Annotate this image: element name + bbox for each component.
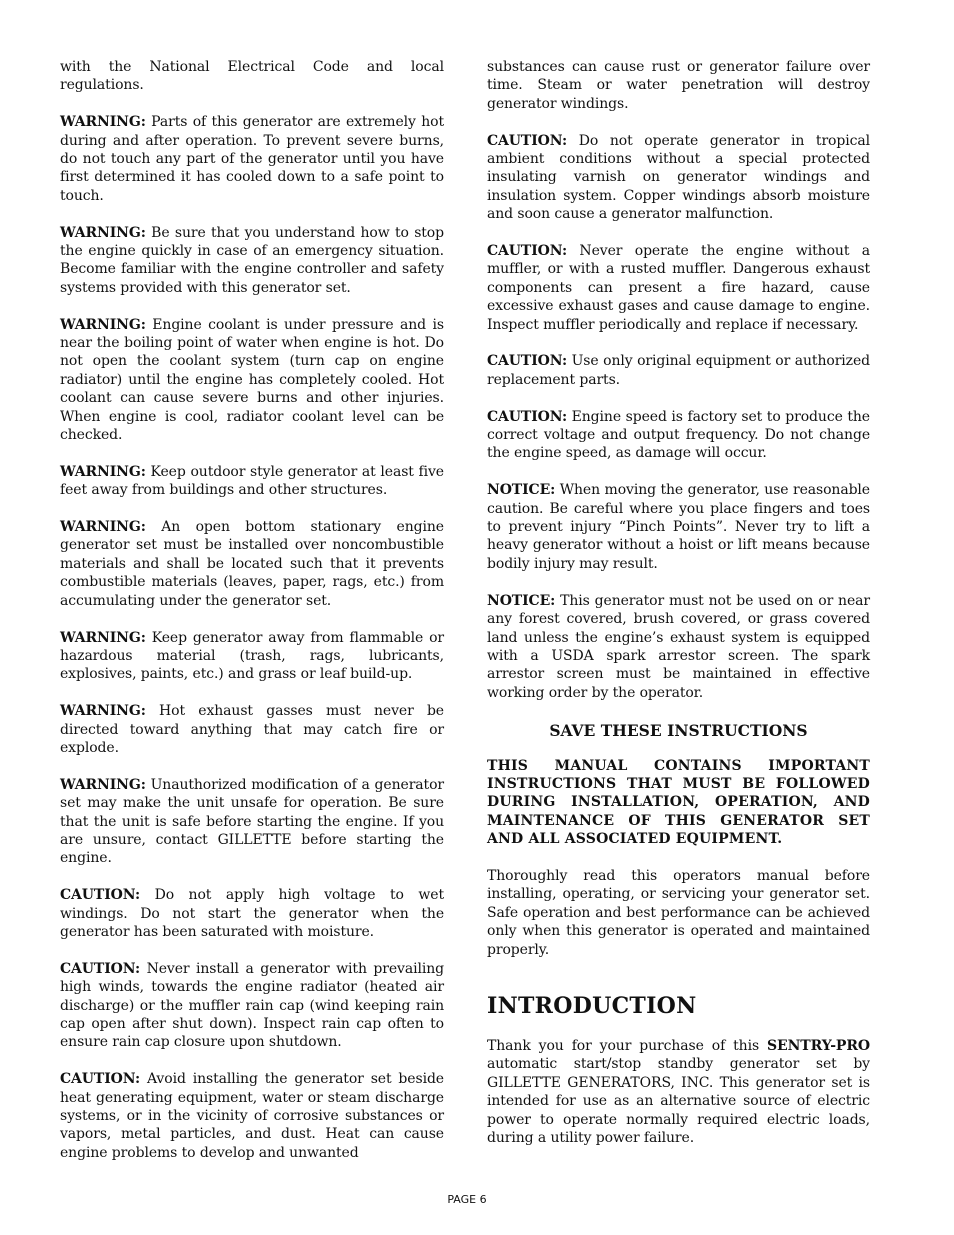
- paragraph-label: WARNING:: [60, 114, 146, 131]
- paragraph-text: Be sure that you understand how to stop the engine quickly in case of an emergency situation. Become familiar with the engine controller and safety systems provided with this generator set.: [60, 224, 444, 296]
- warning-paragraph: [60, 224, 444, 298]
- warning-paragraph: [60, 316, 444, 445]
- right-column: [487, 58, 870, 1166]
- paragraph-text: Never install a generator with prevailing high winds, towards the engine radiator (heated air discharge) or the muffler rain cap (wind keeping rain cap open after shut down). Inspect rain cap often to ensure rain cap closure upon shutdown.: [60, 960, 444, 1051]
- product-name: SENTRY-PRO: [767, 1037, 870, 1054]
- caution-paragraph: [487, 408, 870, 463]
- paragraph-text: Parts of this generator are extremely hot during and after operation. To prevent severe burns, do not touch any part of the generator until you have first determined it has cooled down to a safe point to touch.: [60, 114, 444, 204]
- safety-paragraph: [487, 58, 870, 113]
- notice-paragraph: [487, 592, 870, 702]
- paragraph-label: CAUTION:: [487, 353, 568, 370]
- paragraph-label: NOTICE:: [487, 592, 556, 609]
- paragraph-text: When moving the generator, use reasonable caution. Be careful where you place fingers and toes to prevent injury “Pinch Points”. Never try to lift a heavy generator without a hoist or lift means because bodily injury may result.: [487, 482, 870, 572]
- paragraph-label: WARNING:: [60, 224, 146, 241]
- warning-paragraph: [60, 702, 444, 757]
- paragraph-text: This generator must not be used on or near any forest covered, brush covered, or grass covered land unless the engine’s exhaust system is equipped with a USDA spark arrestor screen. The spark arrestor screen must be maintained in effective working order by the operator.: [487, 592, 870, 701]
- paragraph-label: WARNING:: [60, 629, 146, 646]
- safety-paragraph: [60, 58, 444, 95]
- paragraph-label: NOTICE:: [487, 482, 556, 499]
- introduction-heading: INTRODUCTION: [487, 992, 697, 1019]
- paragraph-label: WARNING:: [60, 703, 146, 720]
- caution-paragraph: [487, 242, 870, 334]
- paragraph-label: WARNING:: [60, 316, 146, 333]
- paragraph-text: Use only original equipment or authorized replacement parts.: [487, 353, 870, 388]
- paragraph-text: Do not apply high voltage to wet windings. Do not start the generator when the generator has been saturated with moisture.: [60, 887, 444, 940]
- paragraph-label: WARNING:: [60, 776, 146, 793]
- paragraph-text: Unauthorized modification of a generator set may make the unit unsafe for operation. Be sure that the unit is safe before starting the engine. If you are unsure, contact GILLETTE before starting the engine.: [60, 776, 444, 867]
- paragraph-text: Engine speed is factory set to produce the correct voltage and output frequency. Do not change the engine speed, as damage will occur.: [487, 408, 870, 462]
- paragraph-label: WARNING:: [60, 463, 146, 480]
- warning-paragraph: [60, 463, 444, 500]
- intro-text-after: automatic start/stop standby generator set by GILLETTE GENERATORS, INC. This generator set is intended for use as an alternative source of electric power to operate normally required electric loads, during a utility power failure.: [487, 1056, 870, 1146]
- paragraph-text: Keep generator away from flammable or hazardous material (trash, rags, lubricants, explosives, paints, etc.) and grass or leaf build-up.: [60, 629, 444, 683]
- paragraph-label: CAUTION:: [60, 1071, 141, 1088]
- paragraph-text: Avoid installing the generator set beside heat generating equipment, water or steam discharge systems, or in the vicinity of corrosive substances or vapors, metal particles, and dust. Heat can cause engine problems to develop and unwanted: [60, 1071, 444, 1161]
- paragraph-label: CAUTION:: [487, 243, 568, 260]
- paragraph-label: CAUTION:: [487, 132, 568, 149]
- paragraph-text: Do not operate generator in tropical ambient conditions without a special protected insulating varnish on generator windings and insulation system. Copper windings absorb moisture and soon cause a generator malfunction.: [487, 132, 870, 223]
- page-number: PAGE 6: [447, 1193, 487, 1206]
- paragraph-text: Never operate the engine without a muffler, or with a rusted muffler. Dangerous exhaust components can present a fire hazard, cause excessive exhaust gases and cause damage to engine. Inspect muffler periodically and replace if necessary.: [487, 243, 870, 333]
- warning-paragraph: [60, 629, 444, 684]
- introduction-paragraph: [487, 1037, 870, 1147]
- caution-paragraph: [60, 886, 444, 941]
- warning-paragraph: [60, 518, 444, 610]
- paragraph-text: Keep outdoor style generator at least five feet away from buildings and other structures.: [60, 463, 444, 499]
- paragraph-label: CAUTION:: [60, 887, 141, 904]
- paragraph-text: with the National Electrical Code and local regulations.: [60, 59, 444, 94]
- paragraph-text: Hot exhaust gasses must never be directed toward anything that may catch fire or explode.: [60, 703, 444, 756]
- paragraph-text: substances can cause rust or generator failure over time. Steam or water penetration will destroy generator windings.: [487, 59, 870, 112]
- caution-paragraph: [60, 1070, 444, 1162]
- warning-paragraph: [60, 113, 444, 205]
- paragraph-label: CAUTION:: [60, 960, 141, 977]
- caution-paragraph: [487, 132, 870, 224]
- notice-paragraph: [487, 481, 870, 573]
- warning-paragraph: [60, 776, 444, 868]
- read-manual-paragraph: Thoroughly read this operators manual before installing, operating, or servicing your generator set. Safe operation and best performance can be achieved only when this generator is operated and maintained properly.: [487, 867, 870, 958]
- paragraph-label: CAUTION:: [487, 408, 568, 425]
- save-instructions-heading: SAVE THESE INSTRUCTIONS: [549, 720, 808, 740]
- left-column: [60, 58, 444, 1181]
- paragraph-label: WARNING:: [60, 519, 146, 536]
- paragraph-text: An open bottom stationary engine generator set must be installed over noncombustible materials and shall be located such that it prevents combustible materials (leaves, paper, rags, etc.) from accumulating under the generator set.: [60, 519, 444, 609]
- intro-text-before: Thank you for your purchase of this: [487, 1037, 768, 1054]
- caution-paragraph: [487, 352, 870, 389]
- manual-notice: THIS MANUAL CONTAINS IMPORTANT INSTRUCTIONS THAT MUST BE FOLLOWED DURING INSTALLATION, OPERATION, AND MAINTENANCE OF THIS GENERATOR SET AND ALL ASSOCIATED EQUIPMENT.: [487, 757, 870, 848]
- caution-paragraph: [60, 960, 444, 1052]
- paragraph-text: Engine coolant is under pressure and is near the boiling point of water when engine is hot. Do not open the coolant system (turn cap on engine radiator) until the engine has completely cooled. Hot coolant can cause severe burns and other injuries. When engine is cool, radiator coolant level can be checked.: [60, 316, 444, 444]
